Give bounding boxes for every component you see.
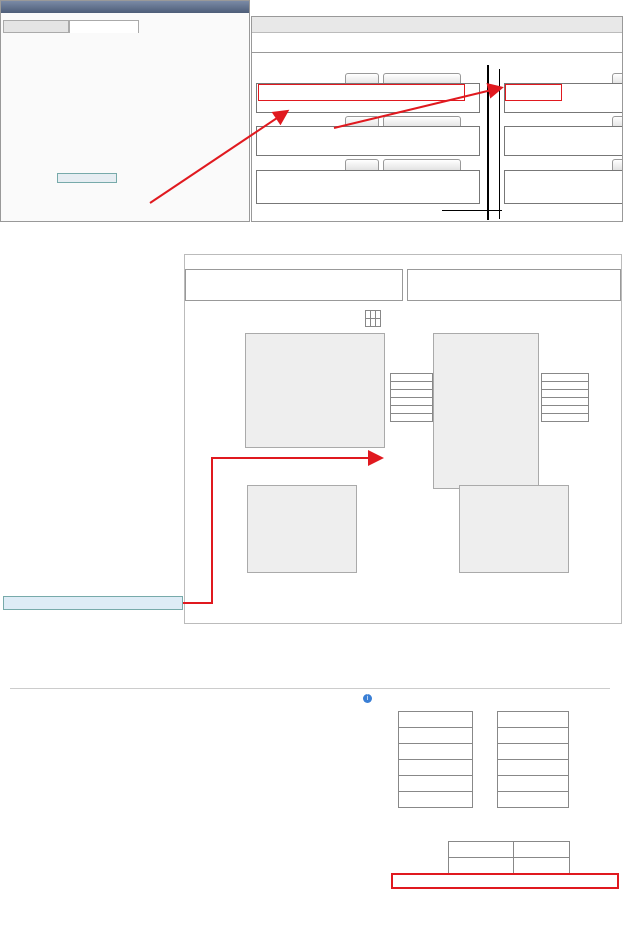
result-subset1-table bbox=[398, 711, 473, 808]
query1-box bbox=[185, 269, 403, 301]
histogram-of-age bbox=[245, 333, 385, 448]
subset2-stats-table bbox=[541, 373, 589, 422]
result-title-rule bbox=[10, 688, 610, 689]
ttest-table bbox=[448, 841, 570, 874]
drag-arrows-1 bbox=[0, 0, 623, 230]
info-icon[interactable]: i bbox=[363, 694, 372, 703]
query2-box bbox=[407, 269, 621, 301]
drag-arrow-yes bbox=[150, 112, 286, 203]
result-subset2-table bbox=[497, 711, 569, 808]
result-histogram bbox=[4, 744, 179, 866]
conclusion-box bbox=[391, 873, 619, 889]
subject-totals-table bbox=[365, 310, 381, 327]
drag-arrows-2 bbox=[0, 440, 623, 620]
drag-arrow-no bbox=[334, 88, 500, 128]
subset1-stats-table bbox=[390, 373, 433, 422]
drag-arrow-age bbox=[183, 458, 380, 603]
result-boxplot bbox=[180, 728, 375, 913]
